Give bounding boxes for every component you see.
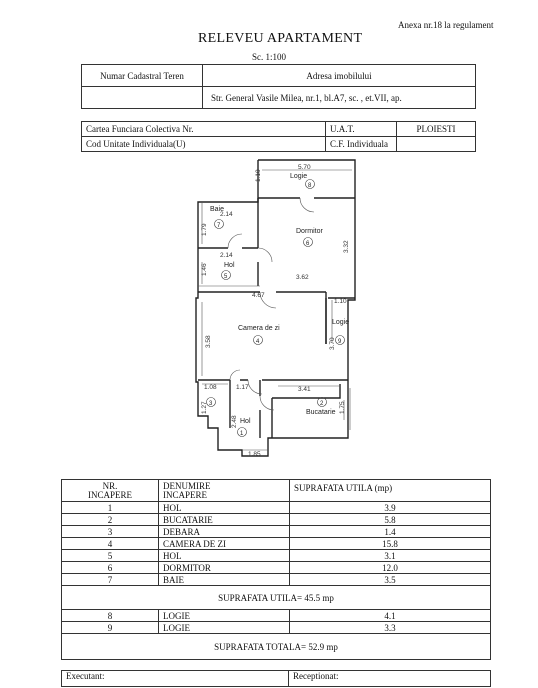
signature-table [61,670,491,687]
carte-funciara-label: Cartea Funciara Colectiva Nr. [82,122,326,137]
svg-text:1: 1 [240,431,244,437]
cf-value [397,137,476,152]
table-row: 7 BAIE 3.5 [62,574,491,586]
svg-text:1.85: 1.85 [248,451,261,458]
svg-text:2.14: 2.14 [220,211,233,218]
table-row: 3 DEBARA 1.4 [62,526,491,538]
table-row: 5 HOL 3.1 [62,550,491,562]
svg-text:Logie: Logie [332,319,350,326]
svg-text:1.10: 1.10 [334,298,347,305]
table-row: 9 LOGIE 3.3 [62,622,491,634]
svg-text:2.14: 2.14 [220,252,233,259]
svg-text:1.17: 1.17 [236,384,249,391]
svg-text:3.62: 3.62 [296,274,309,281]
table-row: 4 CAMERA DE ZI 15.8 [62,538,491,550]
svg-text:Dormitor: Dormitor [296,228,323,235]
svg-text:1.79: 1.79 [201,223,208,236]
svg-text:Hol: Hol [224,262,235,269]
svg-text:5.70: 5.70 [298,164,311,171]
svg-text:5: 5 [224,274,228,280]
receptionat-label: Receptionat: [289,671,491,687]
svg-text:3: 3 [209,401,213,407]
svg-text:Camera de zi: Camera de zi [238,325,280,332]
head-nr: NR. INCAPERE [62,480,159,502]
page-title: RELEVEU APARTAMENT [198,31,363,46]
svg-text:Baie: Baie [210,206,225,213]
svg-text:Hol: Hol [240,418,251,425]
svg-text:4.67: 4.67 [252,292,265,299]
cf-label: C.F. Individuala [326,137,397,152]
address-label: Adresa imobilului [203,65,476,87]
uat-label: U.A.T. [326,122,397,137]
svg-text:9: 9 [338,339,342,345]
rooms-table [61,479,491,660]
svg-text:3.58: 3.58 [205,335,212,348]
svg-text:4: 4 [256,339,260,345]
svg-text:Bucatarie: Bucatarie [306,409,336,416]
info-table [81,121,476,152]
executant-label: Executant: [62,671,289,687]
head-denumire: DENUMIRE INCAPERE [159,480,290,502]
cod-unitate-label: Cod Unitate Individuala(U) [82,137,326,152]
svg-text:1.75: 1.75 [339,401,346,414]
svg-text:6: 6 [306,241,310,247]
summary-totala-row: SUPRAFATA TOTALA= 52.9 mp [62,634,491,660]
scale-label: Sc. 1:100 [252,52,287,62]
svg-text:Logie: Logie [290,173,308,180]
svg-text:2: 2 [320,401,324,407]
svg-text:1.10: 1.10 [255,169,262,182]
svg-text:1.27: 1.27 [201,401,208,414]
table-row: 2 BUCATARIE 5.8 [62,514,491,526]
cadastral-label: Numar Cadastral Teren [82,65,203,87]
table-row: 6 DORMITOR 12.0 [62,562,491,574]
address-value: Str. General Vasile Milea, nr.1, bl.A7, sc. , et.VII, ap. [203,87,476,109]
svg-text:1.46: 1.46 [201,263,208,276]
cadastral-value [82,87,203,109]
annex-label: Anexa nr.18 la regulament [398,20,494,30]
uat-value: PLOIESTI [397,122,476,137]
head-suprafata: SUPRAFATA UTILA (mp) [290,480,491,502]
table-row: 1 HOL 3.9 [62,502,491,514]
svg-text:1.08: 1.08 [204,384,217,391]
floor-plan [180,158,365,460]
summary-utila-row: SUPRAFATA UTILA= 45.5 mp [62,586,491,610]
svg-text:3.70: 3.70 [329,337,336,350]
svg-text:8: 8 [308,183,312,189]
svg-text:3.32: 3.32 [343,240,350,253]
svg-text:2.48: 2.48 [231,415,238,428]
address-table [81,64,476,109]
svg-text:3.41: 3.41 [298,386,311,393]
table-row: 8 LOGIE 4.1 [62,610,491,622]
svg-text:7: 7 [217,223,221,229]
